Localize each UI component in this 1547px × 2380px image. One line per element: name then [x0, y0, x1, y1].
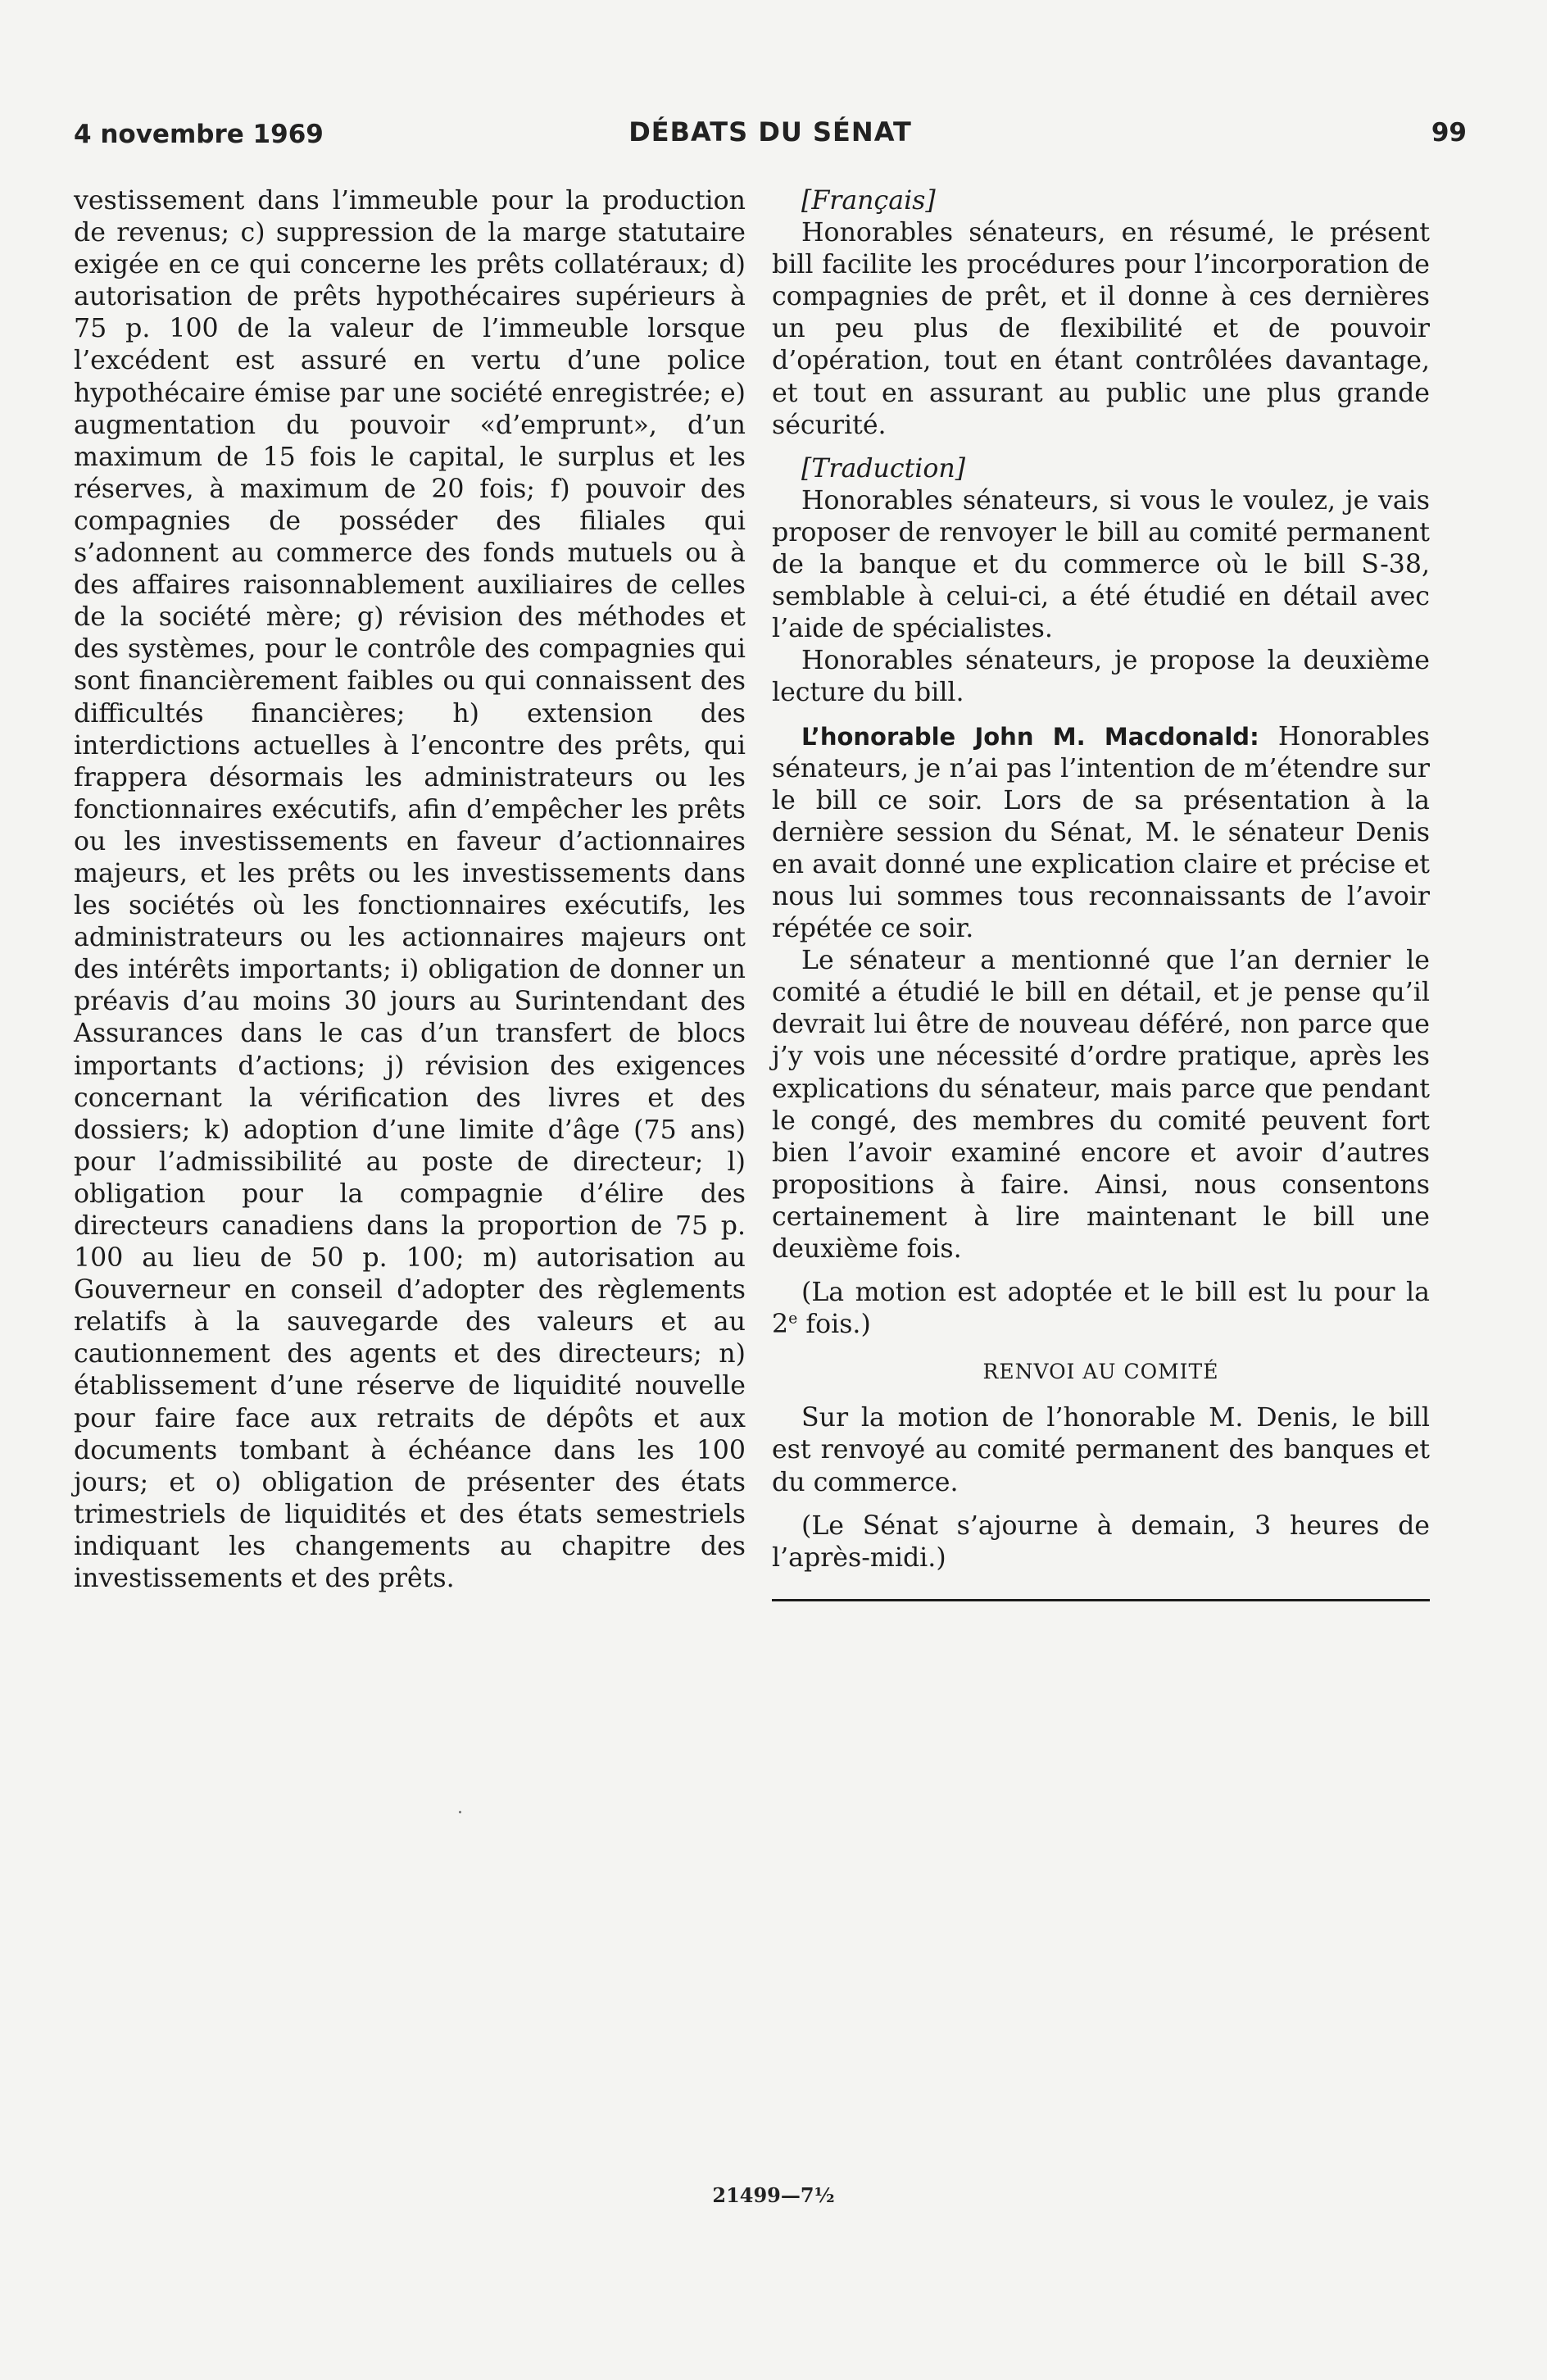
header-date: 4 novembre 1969	[74, 120, 324, 149]
paragraph-4	[772, 721, 1430, 946]
paragraph-1: Honorables sénateurs, en résumé, le présent bill facilite les procédures pour l’incorporation de compagnies de prêt, et il donne à ces dernières un peu plus de flexibilité et de pouvoir d’opération, tout en étant contrôlées davantage, et tout en assurant au public une plus grande sécurité.	[772, 218, 1430, 440]
paragraph-6: Sur la motion de l’honorable M. Denis, le bill est renvoyé au comité permanent des banques et du commerce.	[772, 1403, 1430, 1497]
header-title: DÉBATS DU SÉNAT	[628, 116, 912, 148]
page-header	[74, 113, 1467, 154]
left-column	[74, 185, 746, 1595]
end-rule	[772, 1599, 1430, 1601]
paragraph-2: Honorables sénateurs, si vous le voulez, je vais proposer de renvoyer le bill au comité permanent de la banque et du commerce où le bill S-38, semblable à celui-ci, a été étudié en détail avec l’aide de spécialistes.	[772, 485, 1430, 644]
motion-text: (La motion est adoptée et le bill est lu pour la 2	[772, 1278, 1430, 1340]
page-number: 99	[1431, 118, 1467, 148]
tag-francais: [Français]	[801, 186, 936, 216]
footer-signature: 21499—7½	[712, 2183, 835, 2207]
motion-text-end: fois.)	[797, 1310, 871, 1340]
paragraph-4-text: Honorables sénateurs, je n’ai pas l’intention de m’étendre sur le bill ce soir. Lors de sa présentation à la dernière session du Sénat, M. le sénateur Denis en avait donné une explication claire et précise et nous lui sommes tous reconnaissants de l’avoir répétée ce soir.	[772, 721, 1430, 944]
speaker-name: L’honorable John M. Macdonald:	[801, 722, 1259, 751]
motion-superscript: e	[788, 1309, 798, 1328]
section-heading: RENVOI AU COMITÉ	[982, 1360, 1219, 1384]
right-column	[772, 185, 1430, 1601]
paragraph-3: Honorables sénateurs, je propose la deuxième lecture du bill.	[772, 646, 1430, 708]
paragraph-5: Le sénateur a mentionné que l’an dernier le comité a étudié le bill en détail, et je pense qu’il devrait lui être de nouveau déféré, non parce que j’y vois une nécessité d’ordre pratique, après les explications du sénateur, mais parce que pendant le congé, des membres du comité peuvent fort bien l’avoir examiné encore et avoir d’autres propositions à faire. Ainsi, nous consentons certainement à lire maintenant le bill une deuxième fois.	[772, 946, 1430, 1264]
motion-result	[772, 1277, 1430, 1341]
left-paragraph: vestissement dans l’immeuble pour la production de revenus; c) suppression de la marge statutaire exigée en ce qui concerne les prêts collatéraux; d) autorisation de prêts hypothécaires supérieurs à 75 p. 100 de la valeur de l’immeuble lorsque l’excédent est assuré en vertu d’une police hypothécaire émise par une société enregistrée; e) augmentation du pouvoir «d’emprunt», d’un maximum de 15 fois le capital, le surplus et les réserves, à maximum de 20 fois; f) pouvoir des compagnies de posséder des filiales qui s’adonnent au commerce des fonds mutuels ou à des affaires raisonnablement auxiliaires de celles de la société mère; g) révision des méthodes et des systèmes, pour le contrôle des compagnies qui sont financièrement faibles ou qui connaissent des difficultés financières; h) extension des interdictions actuelles à l’encontre des prêts, qui frappera désormais les administrateurs ou les fonctionnaires exécutifs, afin d’empêcher les prêts ou les investissements en faveur d’actionnaires majeurs, et les prêts ou les investissements dans les sociétés où les fonctionnaires exécutifs, les administrateurs ou les actionnaires majeurs ont des intérêts importants; i) obligation de donner un préavis d’au moins 30 jours au Surintendant des Assurances dans le cas d’un transfert de blocs importants d’actions; j) révision des exigences concernant la vérification des livres et des dossiers; k) adoption d’une limite d’âge (75 ans) pour l’admissibilité au poste de directeur; l) obligation pour la compagnie d’élire des directeurs canadiens dans la proportion de 75 p. 100 au lieu de 50 p. 100; m) autorisation au Gouverneur en conseil d’adopter des règlements relatifs à la sauvegarde des valeurs et au cautionnement des agents et des directeurs; n) établissement d’une réserve de liquidité nouvelle pour faire face aux retraits de dépôts et aux documents tombant à échéance dans les 100 jours; et o) obligation de présenter des états trimestriels de liquidités et des états semestriels indiquant les changements au chapitre des investissements et des prêts.	[74, 186, 746, 1594]
stray-mark: ·	[457, 1803, 463, 1824]
paragraph-7: (Le Sénat s’ajourne à demain, 3 heures de l’après-midi.)	[772, 1510, 1430, 1573]
tag-traduction: [Traduction]	[801, 453, 966, 484]
